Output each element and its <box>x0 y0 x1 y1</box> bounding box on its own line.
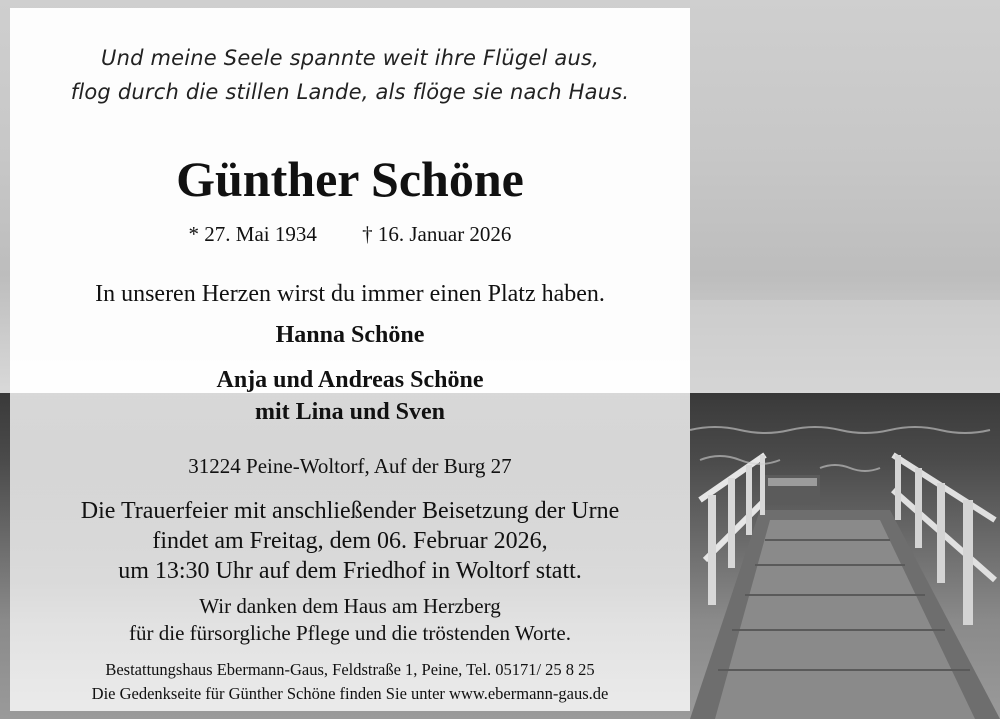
deceased-name: Günther Schöne <box>176 151 524 207</box>
death-date: † 16. Januar 2026 <box>362 222 512 246</box>
poem-line-2: flog durch die stillen Lande, als flöge sie nach Haus. <box>70 80 630 104</box>
mourner-2: Anja und Andreas Schöne <box>216 367 484 393</box>
memorial-page-info: Die Gedenkseite für Günther Schöne finden Sie unter www.ebermann-gaus.de <box>91 684 609 703</box>
life-dates <box>10 222 690 247</box>
thanks-line-1: Wir danken dem Haus am Herzberg <box>199 594 501 618</box>
mourner-3: mit Lina und Sven <box>254 399 446 425</box>
ceremony-line-3: um 13:30 Uhr auf dem Friedhof in Woltorf statt. <box>118 558 582 584</box>
memorial-message: In unseren Herzen wirst du immer einen Platz haben. <box>95 281 605 307</box>
text-panel <box>10 8 690 711</box>
thanks-line-2: für die fürsorgliche Pflege und die tröstenden Worte. <box>129 621 571 645</box>
birth-date: * 27. Mai 1934 <box>188 222 317 246</box>
funeral-home-info: Bestattungshaus Ebermann-Gaus, Feldstraße 1, Peine, Tel. 05171/ 25 8 25 <box>105 660 595 679</box>
ceremony-line-2: findet am Freitag, dem 06. Februar 2026, <box>152 528 548 554</box>
family-address: 31224 Peine-Woltorf, Auf der Burg 27 <box>188 454 512 478</box>
poem-line-1: Und meine Seele spannte weit ihre Flügel aus, <box>101 46 599 70</box>
ceremony-line-1: Die Trauerfeier mit anschließender Beisetzung der Urne <box>80 498 620 524</box>
mourner-1: Hanna Schöne <box>275 322 425 348</box>
